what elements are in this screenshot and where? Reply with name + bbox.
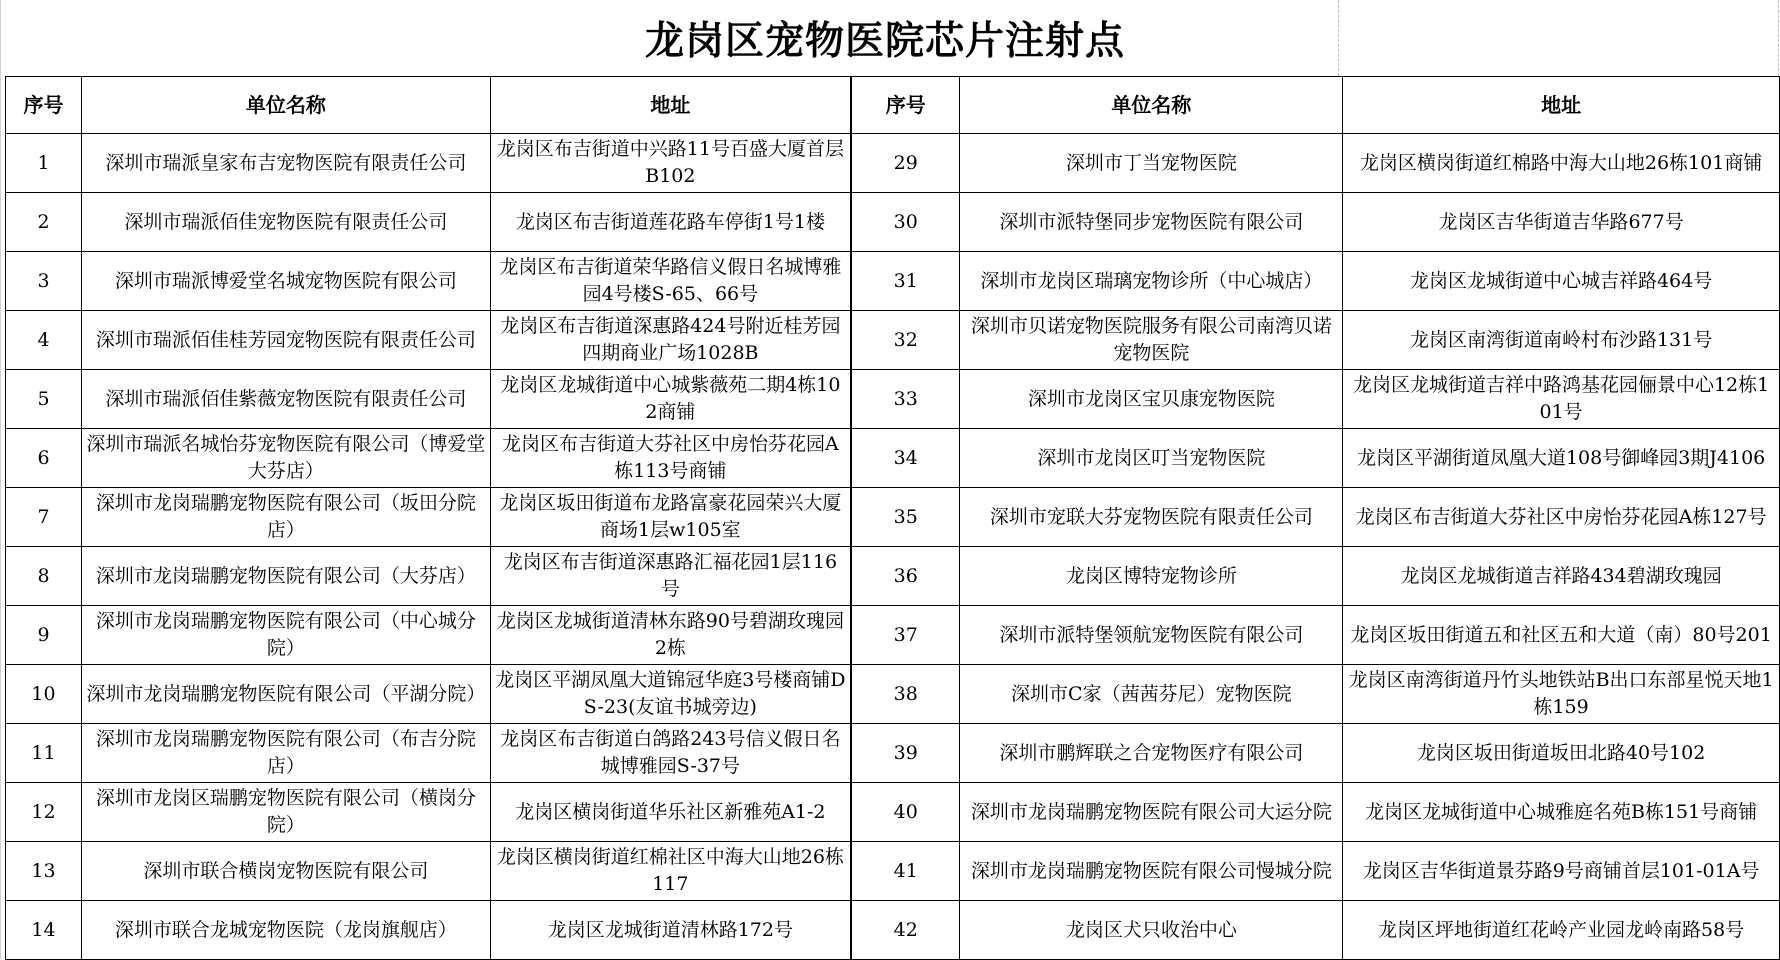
cell-name-2[interactable]: 深圳市宠联大芬宠物医院有限责任公司	[960, 488, 1343, 547]
cell-address[interactable]: 龙岗区龙城街道清林东路90号碧湖玫瑰园2栋	[490, 606, 851, 665]
table-row	[6, 429, 1780, 488]
cell-no[interactable]: 12	[6, 783, 82, 842]
cell-address[interactable]: 龙岗区布吉街道深惠路汇福花园1层116号	[490, 547, 851, 606]
table-row	[6, 370, 1780, 429]
cell-no-2[interactable]: 30	[851, 193, 960, 252]
cell-address-2[interactable]: 龙岗区布吉街道大芬社区中房怡芬花园A栋127号	[1343, 488, 1780, 547]
cell-no-2[interactable]: 41	[851, 842, 960, 901]
cell-no-2[interactable]: 36	[851, 547, 960, 606]
cell-name-2[interactable]: 深圳市鹏辉联之合宠物医疗有限公司	[960, 724, 1343, 783]
cell-no[interactable]: 1	[6, 134, 82, 193]
cell-no-2[interactable]: 34	[851, 429, 960, 488]
cell-address[interactable]: 龙岗区平湖凤凰大道锦冠华庭3号楼商铺DS-23(友谊书城旁边)	[490, 665, 851, 724]
clinic-table	[5, 76, 1780, 960]
cell-name[interactable]: 深圳市瑞派皇家布吉宠物医院有限责任公司	[81, 134, 490, 193]
cell-no[interactable]: 13	[6, 842, 82, 901]
cell-no-2[interactable]: 40	[851, 783, 960, 842]
table-row	[6, 842, 1780, 901]
cell-address-2[interactable]: 龙岗区吉华街道吉华路677号	[1343, 193, 1780, 252]
cell-address[interactable]: 龙岗区横岗街道红棉社区中海大山地26栋117	[490, 842, 851, 901]
cell-name-2[interactable]: 龙岗区博特宠物诊所	[960, 547, 1343, 606]
cell-address-2[interactable]: 龙岗区南湾街道丹竹头地铁站B出口东部星悦天地1栋159	[1343, 665, 1780, 724]
title-row	[0, 0, 1780, 76]
cell-no[interactable]: 8	[6, 547, 82, 606]
header-row	[6, 77, 1780, 134]
cell-address[interactable]: 龙岗区龙城街道清林路172号	[490, 901, 851, 960]
cell-address-2[interactable]: 龙岗区龙城街道吉祥中路鸿基花园俪景中心12栋101号	[1343, 370, 1780, 429]
cell-address-2[interactable]: 龙岗区龙城街道中心城雅庭名苑B栋151号商铺	[1343, 783, 1780, 842]
cell-no[interactable]: 5	[6, 370, 82, 429]
cell-name-2[interactable]: 深圳市派特堡领航宠物医院有限公司	[960, 606, 1343, 665]
cell-name-2[interactable]: 深圳市龙岗瑞鹏宠物医院有限公司慢城分院	[960, 842, 1343, 901]
cell-name[interactable]: 深圳市瑞派博爱堂名城宠物医院有限公司	[81, 252, 490, 311]
cell-address-2[interactable]: 龙岗区平湖街道凤凰大道108号御峰园3期J4106	[1343, 429, 1780, 488]
cell-no-2[interactable]: 37	[851, 606, 960, 665]
cell-name[interactable]: 深圳市瑞派名城怡芬宠物医院有限公司（博爱堂大芬店）	[81, 429, 490, 488]
table-row	[6, 901, 1780, 960]
cell-no[interactable]: 6	[6, 429, 82, 488]
cell-no-2[interactable]: 33	[851, 370, 960, 429]
cell-address[interactable]: 龙岗区布吉街道荣华路信义假日名城博雅园4号楼S-65、66号	[490, 252, 851, 311]
cell-no[interactable]: 10	[6, 665, 82, 724]
cell-no[interactable]: 11	[6, 724, 82, 783]
cell-no-2[interactable]: 35	[851, 488, 960, 547]
table-row	[6, 252, 1780, 311]
cell-name-2[interactable]: 深圳市龙岗区叮当宠物医院	[960, 429, 1343, 488]
cell-address-2[interactable]: 龙岗区坪地街道红花岭产业园龙岭南路58号	[1343, 901, 1780, 960]
table-row	[6, 193, 1780, 252]
cell-no[interactable]: 7	[6, 488, 82, 547]
cell-name[interactable]: 深圳市龙岗瑞鹏宠物医院有限公司（大芬店）	[81, 547, 490, 606]
table-row	[6, 783, 1780, 842]
cell-name[interactable]: 深圳市龙岗瑞鹏宠物医院有限公司（坂田分院店）	[81, 488, 490, 547]
table-row	[6, 488, 1780, 547]
cell-address[interactable]: 龙岗区布吉街道莲花路车停街1号1楼	[490, 193, 851, 252]
cell-name[interactable]: 深圳市瑞派佰佳紫薇宠物医院有限责任公司	[81, 370, 490, 429]
cell-no-2[interactable]: 32	[851, 311, 960, 370]
cell-address[interactable]: 龙岗区布吉街道中兴路11号百盛大厦首层B102	[490, 134, 851, 193]
header-address[interactable]: 地址	[490, 77, 851, 134]
cell-gridline	[1778, 0, 1779, 76]
cell-address[interactable]: 龙岗区龙城街道中心城紫薇苑二期4栋102商铺	[490, 370, 851, 429]
cell-address-2[interactable]: 龙岗区南湾街道南岭村布沙路131号	[1343, 311, 1780, 370]
cell-no-2[interactable]: 39	[851, 724, 960, 783]
table-row	[6, 134, 1780, 193]
cell-address-2[interactable]: 龙岗区坂田街道五和社区五和大道（南）80号201	[1343, 606, 1780, 665]
cell-no-2[interactable]: 31	[851, 252, 960, 311]
cell-no[interactable]: 9	[6, 606, 82, 665]
table-row	[6, 665, 1780, 724]
cell-name-2[interactable]: 深圳市派特堡同步宠物医院有限公司	[960, 193, 1343, 252]
cell-name-2[interactable]: 深圳市C家（茜茜芬尼）宠物医院	[960, 665, 1343, 724]
cell-address-2[interactable]: 龙岗区吉华街道景芬路9号商铺首层101-01A号	[1343, 842, 1780, 901]
cell-name[interactable]: 深圳市联合龙城宠物医院（龙岗旗舰店）	[81, 901, 490, 960]
cell-no[interactable]: 3	[6, 252, 82, 311]
cell-name-2[interactable]: 龙岗区犬只收治中心	[960, 901, 1343, 960]
cell-no-2[interactable]: 38	[851, 665, 960, 724]
cell-address-2[interactable]: 龙岗区坂田街道坂田北路40号102	[1343, 724, 1780, 783]
table-row	[6, 606, 1780, 665]
cell-name-2[interactable]: 深圳市龙岗瑞鹏宠物医院有限公司大运分院	[960, 783, 1343, 842]
cell-name[interactable]: 深圳市瑞派佰佳宠物医院有限责任公司	[81, 193, 490, 252]
cell-address[interactable]: 龙岗区布吉街道深惠路424号附近桂芳园四期商业广场1028B	[490, 311, 851, 370]
cell-gridline	[1338, 0, 1339, 76]
cell-no-2[interactable]: 42	[851, 901, 960, 960]
header-address-2[interactable]: 地址	[1343, 77, 1780, 134]
cell-name-2[interactable]: 深圳市丁当宠物医院	[960, 134, 1343, 193]
cell-name[interactable]: 深圳市联合横岗宠物医院有限公司	[81, 842, 490, 901]
cell-name-2[interactable]: 深圳市贝诺宠物医院服务有限公司南湾贝诺宠物医院	[960, 311, 1343, 370]
header-no[interactable]: 序号	[6, 77, 82, 134]
cell-no[interactable]: 4	[6, 311, 82, 370]
cell-address-2[interactable]: 龙岗区龙城街道吉祥路434碧湖玫瑰园	[1343, 547, 1780, 606]
cell-no-2[interactable]: 29	[851, 134, 960, 193]
table-row	[6, 547, 1780, 606]
page-title: 龙岗区宠物医院芯片注射点	[644, 19, 1125, 64]
cell-name[interactable]: 深圳市龙岗瑞鹏宠物医院有限公司（中心城分院）	[81, 606, 490, 665]
cell-address[interactable]: 龙岗区横岗街道华乐社区新雅苑A1-2	[490, 783, 851, 842]
cell-name[interactable]: 深圳市瑞派佰佳桂芳园宠物医院有限责任公司	[81, 311, 490, 370]
cell-name-2[interactable]: 深圳市龙岗区宝贝康宠物医院	[960, 370, 1343, 429]
header-no-2[interactable]: 序号	[851, 77, 960, 134]
header-name-2[interactable]: 单位名称	[960, 77, 1343, 134]
cell-name[interactable]: 深圳市龙岗区瑞鹏宠物医院有限公司（横岗分院）	[81, 783, 490, 842]
sheet-left-border	[0, 0, 1, 959]
cell-no[interactable]: 14	[6, 901, 82, 960]
cell-address-2[interactable]: 龙岗区横岗街道红棉路中海大山地26栋101商铺	[1343, 134, 1780, 193]
cell-address[interactable]: 龙岗区布吉街道大芬社区中房怡芬花园A栋113号商铺	[490, 429, 851, 488]
table-row	[6, 724, 1780, 783]
cell-name[interactable]: 深圳市龙岗瑞鹏宠物医院有限公司（布吉分院店）	[81, 724, 490, 783]
cell-name[interactable]: 深圳市龙岗瑞鹏宠物医院有限公司（平湖分院）	[81, 665, 490, 724]
cell-name-2[interactable]: 深圳市龙岗区瑞璃宠物诊所（中心城店）	[960, 252, 1343, 311]
table-row	[6, 311, 1780, 370]
cell-no[interactable]: 2	[6, 193, 82, 252]
cell-address[interactable]: 龙岗区布吉街道白鸽路243号信义假日名城博雅园S-37号	[490, 724, 851, 783]
cell-address[interactable]: 龙岗区坂田街道布龙路富豪花园荣兴大厦商场1层w105室	[490, 488, 851, 547]
header-name[interactable]: 单位名称	[81, 77, 490, 134]
cell-address-2[interactable]: 龙岗区龙城街道中心城吉祥路464号	[1343, 252, 1780, 311]
